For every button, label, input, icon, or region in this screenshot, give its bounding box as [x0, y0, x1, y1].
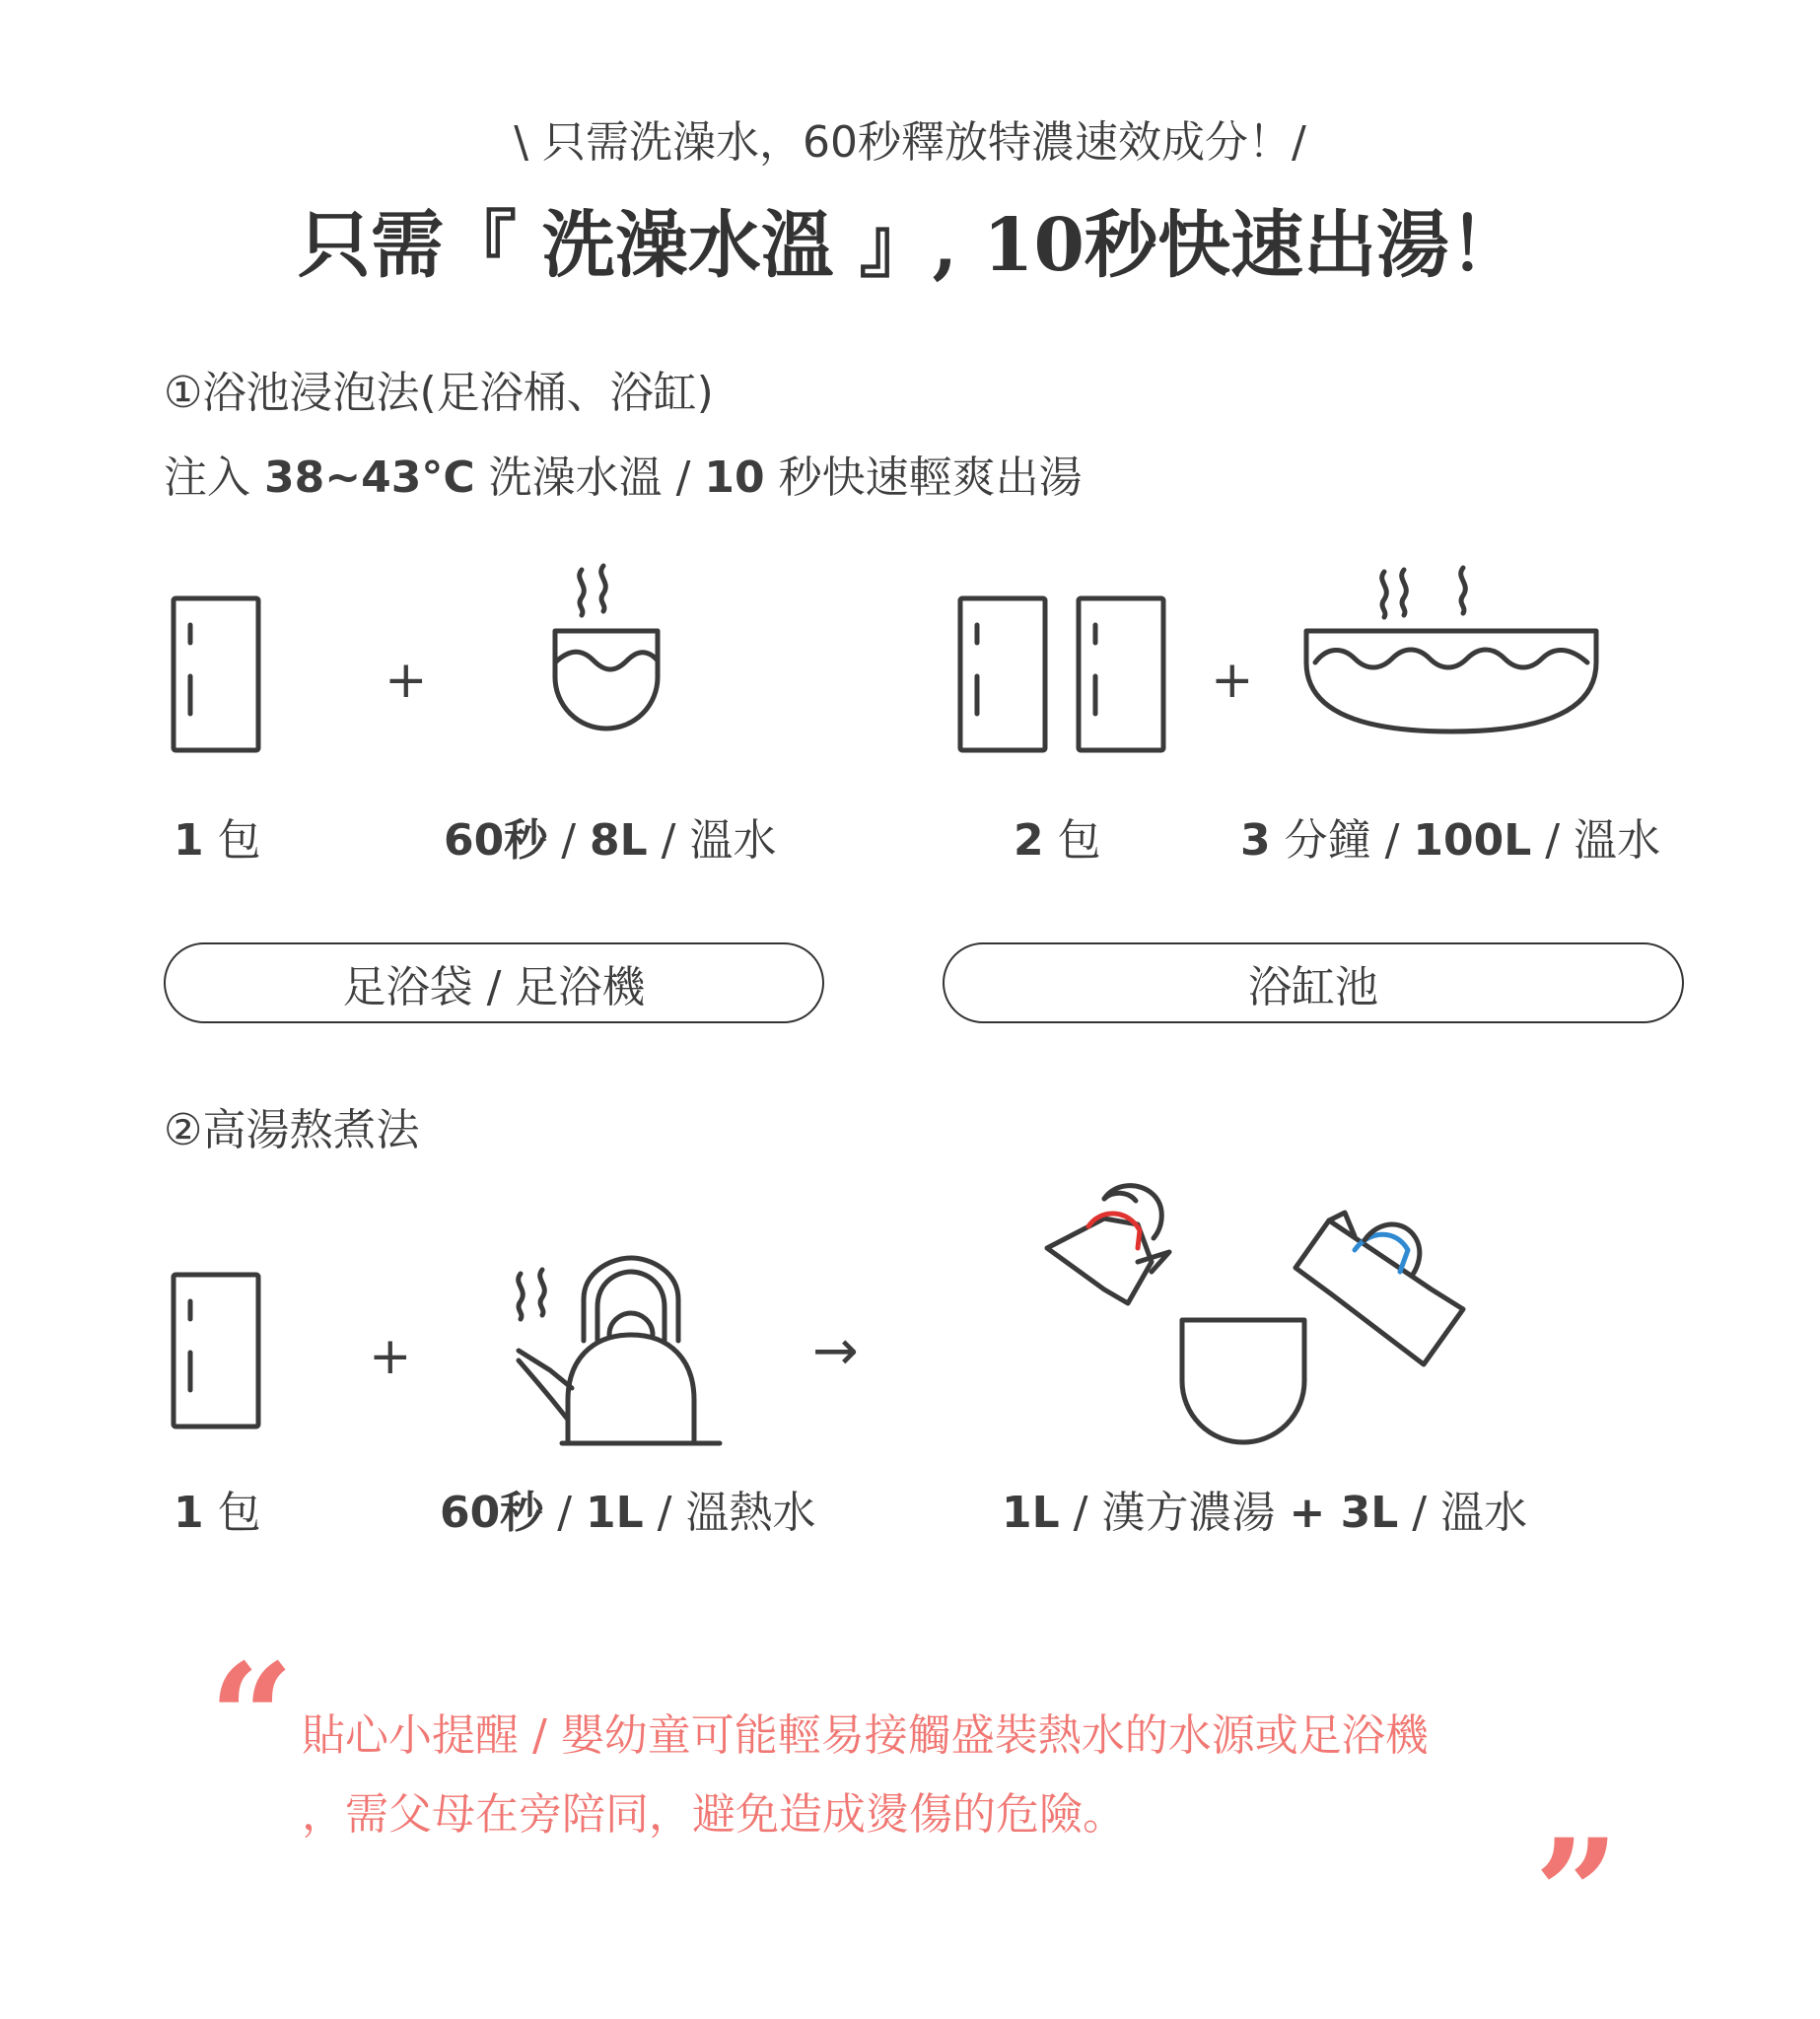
packet-icon [171, 595, 261, 753]
bathtub-pill: 浴缸池 [943, 942, 1684, 1023]
method2-mix-spec: 1L / 漢方濃湯 + 3L / 溫水 [1002, 1488, 1528, 1538]
plus-sign-2: + [1211, 651, 1254, 710]
packet-icon [957, 595, 1048, 753]
open-quote-icon: “ [209, 1632, 295, 1805]
steaming-tub-icon [1303, 564, 1599, 737]
method2-quantity: 1 包 [174, 1488, 261, 1538]
method1-right-spec: 3 分鐘 / 100L / 溫水 [1240, 815, 1661, 866]
method1-heading: ①浴池浸泡法(足浴桶、浴缸) [164, 368, 714, 418]
plus-sign-1: + [385, 651, 428, 710]
packet-icon [171, 1272, 261, 1429]
close-quote-icon: ” [1534, 1807, 1620, 1981]
tip-line-1: 貼心小提醒 / 嬰幼童可能輕易接觸盛裝熱水的水源或足浴機 [302, 1710, 1429, 1761]
kettle-icon [513, 1252, 730, 1449]
steaming-cup-icon [552, 564, 661, 735]
method2-spec: 60秒 / 1L / 溫熱水 [440, 1488, 816, 1538]
page-title: 只需『 洗澡水溫 』, 10秒快速出湯！ [297, 203, 1523, 288]
arrow-right-icon: → [812, 1319, 859, 1383]
method2-heading: ②高湯熬煮法 [164, 1105, 420, 1155]
footbath-pill: 足浴袋 / 足浴機 [164, 942, 824, 1023]
bowl-icon [1179, 1317, 1307, 1445]
packet-icon [1076, 595, 1166, 753]
method1-description: 注入 38~43°C 洗澡水溫 / 10 秒快速輕爽出湯 [164, 453, 1083, 503]
plus-sign-3: + [369, 1327, 412, 1386]
pouring-pitcher-icon [1294, 1211, 1471, 1368]
method1-left-quantity: 1 包 [174, 815, 261, 866]
tip-line-2: ，需父母在旁陪同，避免造成燙傷的危險。 [302, 1789, 1126, 1840]
header-subtitle: \ 只需洗澡水，60秒釋放特濃速效成分！/ [514, 117, 1306, 168]
method1-left-spec: 60秒 / 8L / 溫水 [444, 815, 777, 866]
method1-right-quantity: 2 包 [1014, 815, 1101, 866]
pouring-kettle-icon [1045, 1179, 1183, 1307]
